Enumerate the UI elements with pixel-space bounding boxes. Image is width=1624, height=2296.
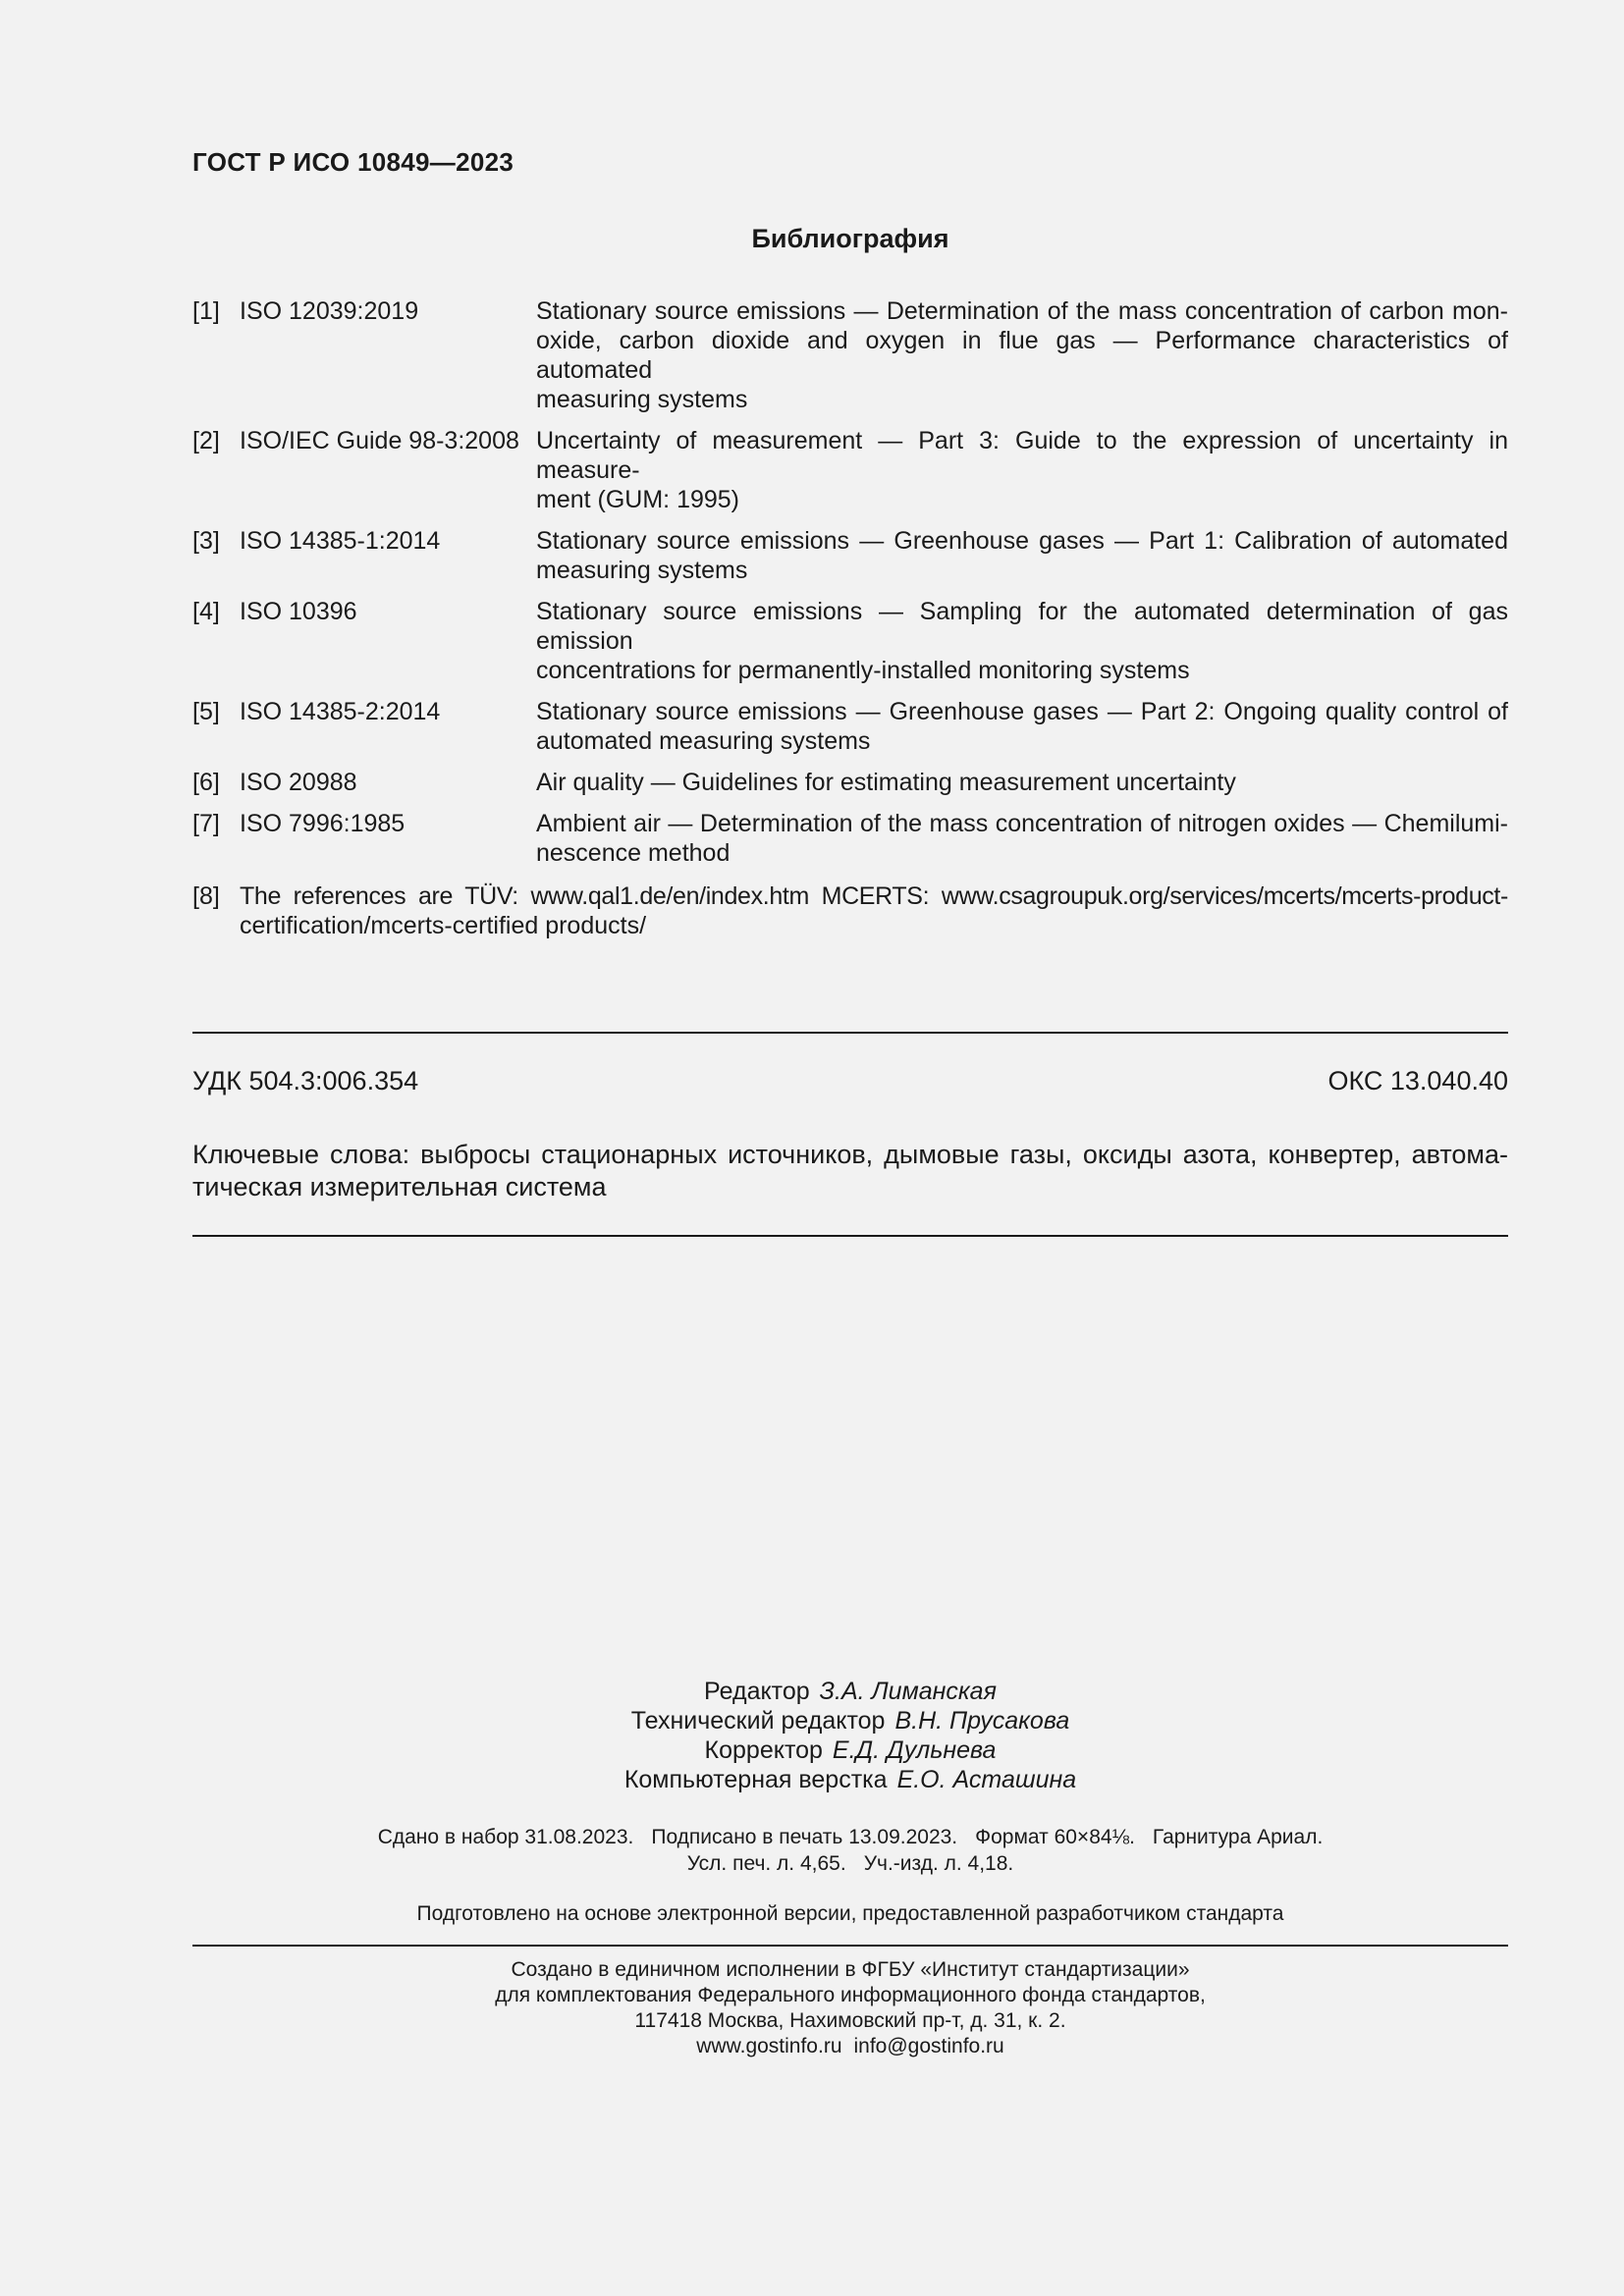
prepared-note: Подготовлено на основе электронной версии, предоставленной разработчиком стандарта <box>416 1902 1284 1925</box>
reference-title <box>536 296 1508 414</box>
reference-item <box>192 809 1508 868</box>
reference-number: [7] <box>192 810 220 837</box>
reference-number: [2] <box>192 427 220 454</box>
reference-code: ISO 20988 <box>240 769 357 796</box>
reference-item <box>192 697 1508 756</box>
credit-name: Е.Д. Дульнева <box>832 1736 997 1764</box>
keywords-line: Ключевые слова: выбросы стационарных источников, дымовые газы, оксиды азота, конвертер, автома- <box>192 1140 1508 1169</box>
edition-sheets: Уч.-изд. л. 4,18. <box>863 1852 1014 1875</box>
email-link[interactable]: info@gostinfo.ru <box>853 2035 1004 2057</box>
reference-title <box>536 768 1508 797</box>
publisher-contacts <box>192 2034 1508 2059</box>
reference-title-line: ment (GUM: 1995) <box>536 486 740 513</box>
imprint <box>192 1824 1508 1877</box>
signed-date: Подписано в печать 13.09.2023. <box>651 1826 958 1848</box>
reference-code: ISO 14385-1:2014 <box>240 527 441 555</box>
publisher-line: Создано в единичном исполнении в ФГБУ «Институт стандартизации» <box>511 1958 1190 1981</box>
reference-title-line: Stationary source emissions — Greenhouse gases — Part 1: Calibration of automated <box>536 527 1508 555</box>
reference-title-line: Stationary source emissions — Determination of the mass concentration of carbon mon- <box>536 297 1508 325</box>
reference-title-line: oxide, carbon dioxide and oxygen in flue gas — Performance characteristics of automated <box>536 327 1508 384</box>
reference-title-line: Ambient air — Determination of the mass concentration of nitrogen oxides — Chemilumi- <box>536 810 1508 837</box>
reference-title <box>536 809 1508 868</box>
reference-number: [6] <box>192 769 220 796</box>
imprint-line <box>192 1850 1508 1877</box>
reference-code: ISO 10396 <box>240 598 357 625</box>
credit-name: В.Н. Прусакова <box>894 1707 1070 1735</box>
reference-note-line: certification/mcerts-certified products/ <box>240 912 647 939</box>
reference-title-line: nescence method <box>536 839 731 867</box>
reference-title <box>536 597 1508 685</box>
credit-role: Редактор <box>704 1678 810 1705</box>
reference-number: [3] <box>192 527 220 555</box>
reference-number: [4] <box>192 598 220 625</box>
typeface: Гарнитура Ариал. <box>1152 1826 1324 1848</box>
reference-title-line: measuring systems <box>536 557 748 584</box>
reference-title-line: concentrations for permanently-installed monitoring systems <box>536 657 1190 684</box>
reference-item <box>192 768 1508 797</box>
credit-line <box>192 1706 1508 1735</box>
reference-title-line: Air quality — Guidelines for estimating measurement uncertainty <box>536 769 1236 796</box>
reference-title-line: Stationary source emissions — Greenhouse gases — Part 2: Ongoing quality control of <box>536 698 1508 725</box>
imprint-line <box>192 1824 1508 1850</box>
credit-name: З.А. Лиманская <box>819 1678 997 1705</box>
reference-note-line: The references are TÜV: www.qal1.de/en/index.htm MCERTS: www.csagroupuk.org/services/mcerts/mcerts-product- <box>240 882 1508 910</box>
reference-item <box>192 881 1508 940</box>
credits <box>192 1677 1508 1794</box>
reference-item <box>192 426 1508 514</box>
credit-line <box>192 1765 1508 1794</box>
divider <box>192 1235 1508 1237</box>
reference-number: [5] <box>192 698 220 725</box>
oks-code: ОКС 13.040.40 <box>1327 1066 1508 1095</box>
paper-format: Формат 60×84⅛. <box>975 1826 1135 1848</box>
credit-role: Корректор <box>704 1736 823 1764</box>
credit-role: Компьютерная верстка <box>623 1766 888 1793</box>
reference-item <box>192 597 1508 685</box>
credit-role: Технический редактор <box>630 1707 886 1735</box>
reference-code: ISO 12039:2019 <box>240 297 419 325</box>
reference-title-line: measuring systems <box>536 386 748 413</box>
keywords-line: тическая измерительная система <box>192 1172 607 1201</box>
print-sheets: Усл. печ. л. 4,65. <box>686 1852 846 1875</box>
reference-number: [8] <box>192 882 220 910</box>
reference-code: ISO/IEC Guide 98-3:2008 <box>240 427 519 454</box>
document-code: ГОСТ Р ИСО 10849—2023 <box>192 147 514 177</box>
publisher-line: для комплектования Федерального информационного фонда стандартов, <box>495 1984 1206 2006</box>
bibliography-title: Библиография <box>751 224 949 253</box>
reference-code: ISO 7996:1985 <box>240 810 406 837</box>
reference-number: [1] <box>192 297 220 325</box>
credit-name: Е.О. Асташина <box>896 1766 1077 1793</box>
publisher-info <box>192 1957 1508 2059</box>
divider <box>192 1945 1508 1947</box>
udk-code: УДК 504.3:006.354 <box>192 1066 419 1095</box>
reference-title <box>536 526 1508 585</box>
reference-title-line: Uncertainty of measurement — Part 3: Guide to the expression of uncertainty in measure- <box>536 427 1508 484</box>
credit-line <box>192 1677 1508 1706</box>
publisher-address: 117418 Москва, Нахимовский пр-т, д. 31, к. 2. <box>634 2009 1066 2032</box>
reference-title <box>536 697 1508 756</box>
reference-title-line: Stationary source emissions — Sampling for the automated determination of gas emission <box>536 598 1508 655</box>
submitted-date: Сдано в набор 31.08.2023. <box>377 1826 634 1848</box>
divider <box>192 1032 1508 1034</box>
reference-list <box>192 296 1508 952</box>
reference-item <box>192 296 1508 414</box>
website-link[interactable]: www.gostinfo.ru <box>696 2035 842 2057</box>
reference-item <box>192 526 1508 585</box>
reference-note <box>240 881 1508 940</box>
reference-code: ISO 14385-2:2014 <box>240 698 441 725</box>
credit-line <box>192 1735 1508 1765</box>
reference-title <box>536 426 1508 514</box>
reference-title-line: automated measuring systems <box>536 727 871 755</box>
keywords <box>192 1139 1508 1203</box>
